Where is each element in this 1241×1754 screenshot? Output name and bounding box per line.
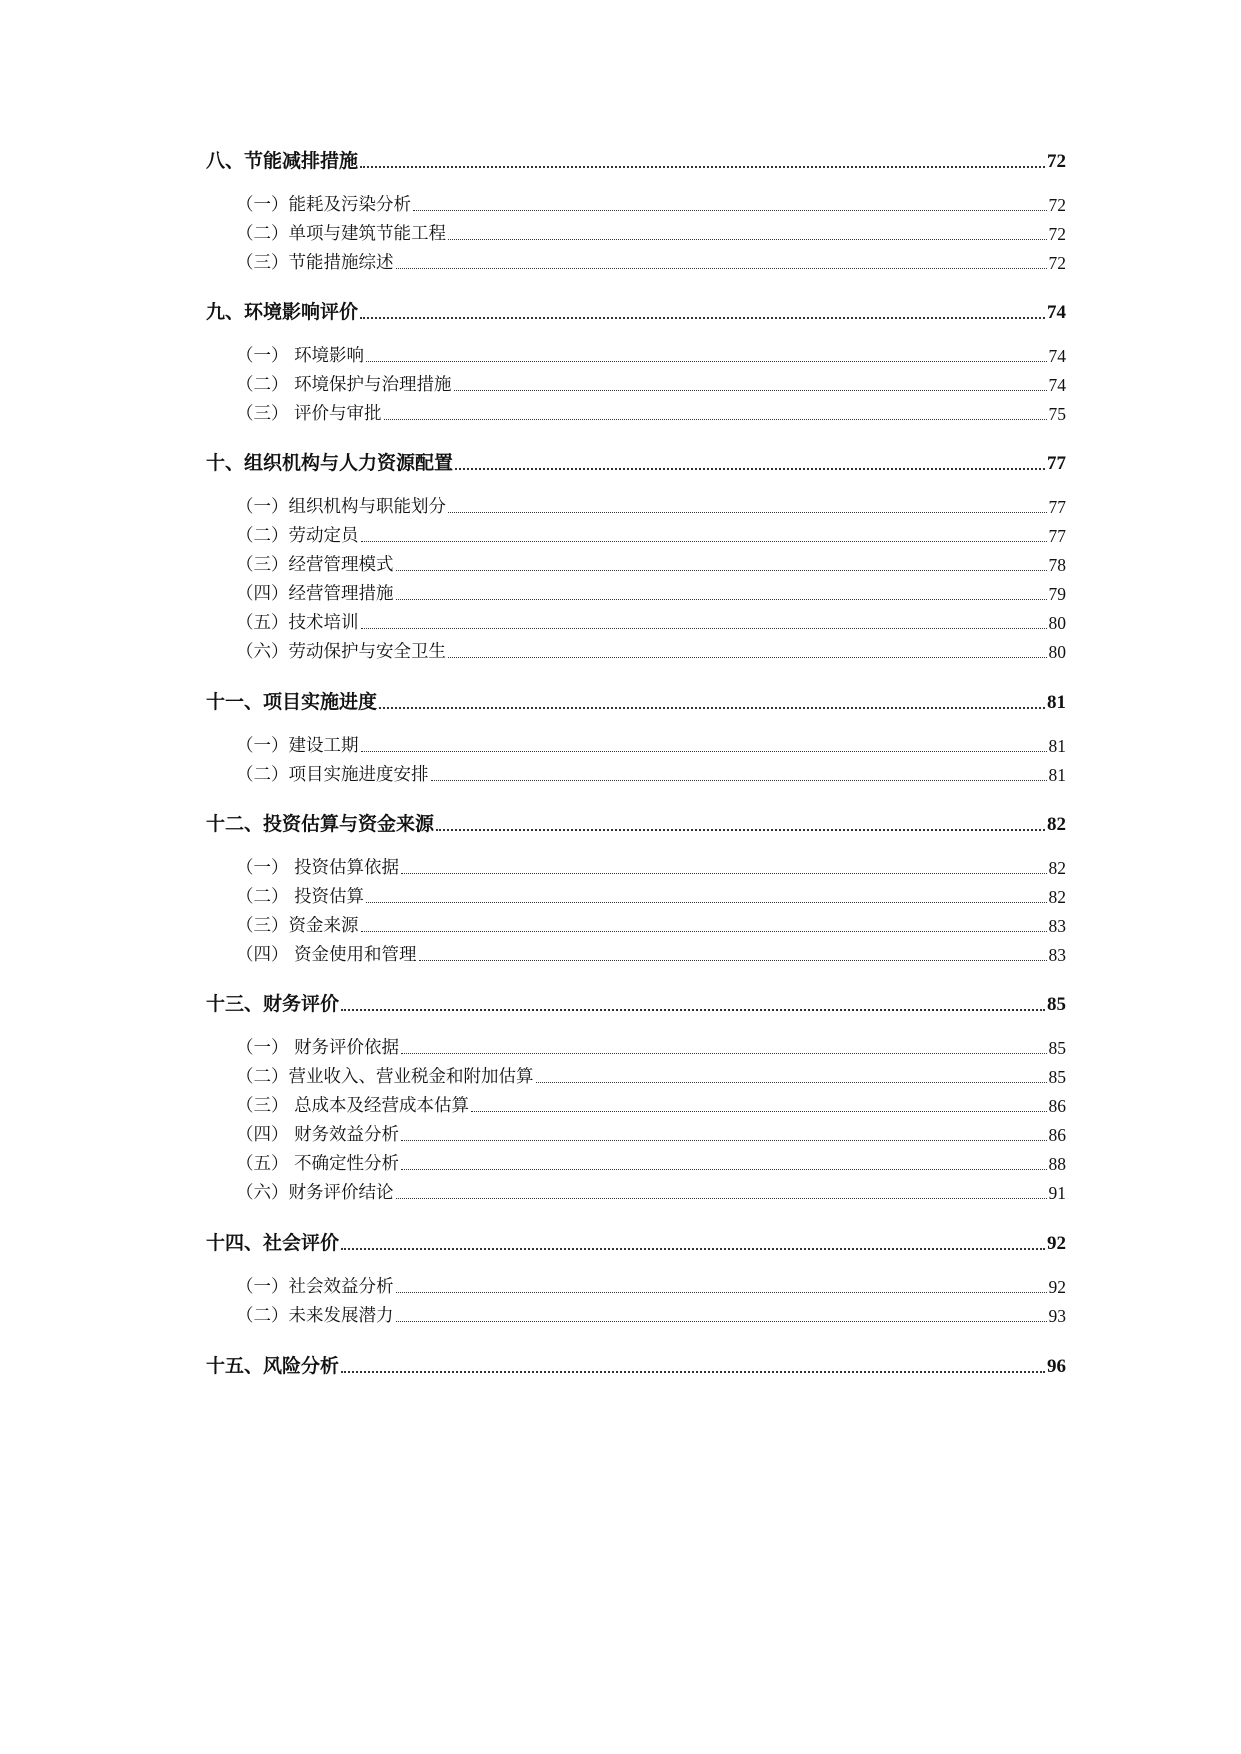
dot-leader: [431, 780, 1047, 781]
toc-page-number: 92: [1048, 1277, 1066, 1297]
toc-entry-title: 九、环境影响评价: [206, 301, 359, 323]
toc-section-entry[interactable]: [206, 882, 1066, 908]
toc-entry-title: 十二、投资估算与资金来源: [206, 813, 435, 835]
toc-section-entry[interactable]: [206, 1301, 1066, 1327]
toc-page-number: 91: [1048, 1183, 1066, 1203]
toc-entry-title: （一）建设工期: [236, 736, 359, 756]
toc-section-entry[interactable]: [206, 1091, 1066, 1117]
toc-entry-title: （三）经营管理模式: [236, 555, 394, 575]
dot-leader: [360, 317, 1045, 319]
toc-entry-title: 十五、风险分析: [206, 1355, 340, 1377]
dot-leader: [448, 512, 1047, 513]
toc-page-number: 74: [1048, 346, 1066, 366]
toc-chapter-entry[interactable]: [206, 808, 1066, 836]
toc-entry-title: （二）未来发展潜力: [236, 1306, 394, 1326]
dot-leader: [379, 707, 1045, 709]
toc-entry-title: （六）劳动保护与安全卫生: [236, 642, 446, 662]
dot-leader: [366, 902, 1046, 903]
toc-page-number: 72: [1048, 253, 1066, 273]
toc-page-number: 81: [1048, 736, 1066, 756]
toc-entry-title: （二）营业收入、营业税金和附加估算: [236, 1067, 534, 1087]
toc-chapter-entry[interactable]: [206, 988, 1066, 1016]
toc-entry-title: （一）社会效益分析: [236, 1277, 394, 1297]
toc-section-entry[interactable]: [206, 248, 1066, 274]
toc-page-number: 82: [1047, 814, 1066, 835]
toc-entry-title: （一） 环境影响: [236, 346, 365, 366]
toc-page-number: 74: [1047, 302, 1066, 323]
toc-page-number: 82: [1048, 858, 1066, 878]
toc-section-entry[interactable]: [206, 190, 1066, 216]
toc-entry-title: 十四、社会评价: [206, 1232, 340, 1254]
toc-section-entry[interactable]: [206, 1120, 1066, 1146]
toc-entry-title: （二）项目实施进度安排: [236, 765, 429, 785]
toc-entry-title: （四） 资金使用和管理: [236, 945, 417, 965]
toc-section-entry[interactable]: [206, 608, 1066, 634]
toc-page-number: 78: [1048, 555, 1066, 575]
dot-leader: [396, 599, 1047, 600]
toc-page-number: 72: [1048, 224, 1066, 244]
toc-page-number: 85: [1048, 1067, 1066, 1087]
toc-section-entry[interactable]: [206, 637, 1066, 663]
toc-entry-title: （三） 评价与审批: [236, 404, 382, 424]
toc-section-entry[interactable]: [206, 1033, 1066, 1059]
toc-page-number: 80: [1048, 642, 1066, 662]
toc-entry-title: （二）劳动定员: [236, 526, 359, 546]
toc-page-number: 80: [1048, 613, 1066, 633]
toc-section-entry[interactable]: [206, 853, 1066, 879]
toc-entry-title: （一） 投资估算依据: [236, 858, 400, 878]
toc-page-number: 93: [1048, 1306, 1066, 1326]
toc-entry-title: （五）技术培训: [236, 613, 359, 633]
toc-section-entry[interactable]: [206, 911, 1066, 937]
dot-leader: [361, 628, 1047, 629]
toc-chapter-entry[interactable]: [206, 145, 1066, 173]
toc-chapter-entry[interactable]: [206, 1227, 1066, 1255]
toc-entry-title: （一） 财务评价依据: [236, 1038, 400, 1058]
toc-section-entry[interactable]: [206, 219, 1066, 245]
dot-leader: [454, 390, 1047, 391]
dot-leader: [396, 1292, 1047, 1293]
toc-section-entry[interactable]: [206, 1149, 1066, 1175]
toc-section-entry[interactable]: [206, 521, 1066, 547]
dot-leader: [448, 657, 1047, 658]
toc-section-entry[interactable]: [206, 940, 1066, 966]
toc-page-number: 86: [1048, 1096, 1066, 1116]
toc-section-entry[interactable]: [206, 492, 1066, 518]
toc-section-entry[interactable]: [206, 399, 1066, 425]
toc-chapter-entry[interactable]: [206, 686, 1066, 714]
toc-page-number: 96: [1047, 1356, 1066, 1377]
table-of-contents: [206, 0, 1066, 1754]
toc-entry-title: （三） 总成本及经营成本估算: [236, 1096, 470, 1116]
toc-chapter-entry[interactable]: [206, 1350, 1066, 1378]
toc-chapter-entry[interactable]: [206, 296, 1066, 324]
toc-entry-title: （三）节能措施综述: [236, 253, 394, 273]
toc-page-number: 72: [1047, 151, 1066, 172]
dot-leader: [401, 1169, 1046, 1170]
toc-section-entry[interactable]: [206, 1178, 1066, 1204]
toc-page-number: 92: [1047, 1233, 1066, 1254]
toc-entry-title: （二） 环境保护与治理措施: [236, 375, 452, 395]
toc-section-entry[interactable]: [206, 341, 1066, 367]
dot-leader: [396, 1198, 1047, 1199]
dot-leader: [471, 1111, 1046, 1112]
toc-entry-title: （一）能耗及污染分析: [236, 195, 411, 215]
toc-section-entry[interactable]: [206, 550, 1066, 576]
toc-page-number: 77: [1047, 453, 1066, 474]
toc-page-number: 85: [1048, 1038, 1066, 1058]
toc-entry-title: （四）经营管理措施: [236, 584, 394, 604]
dot-leader: [413, 210, 1047, 211]
toc-page-number: 81: [1047, 692, 1066, 713]
toc-entry-title: （一）组织机构与职能划分: [236, 497, 446, 517]
dot-leader: [341, 1371, 1045, 1373]
toc-page-number: 88: [1048, 1154, 1066, 1174]
dot-leader: [396, 570, 1047, 571]
dot-leader: [396, 268, 1047, 269]
dot-leader: [361, 541, 1047, 542]
toc-page-number: 77: [1048, 497, 1066, 517]
dot-leader: [360, 166, 1045, 168]
toc-section-entry[interactable]: [206, 370, 1066, 396]
toc-page-number: 82: [1048, 887, 1066, 907]
toc-page-number: 72: [1048, 195, 1066, 215]
dot-leader: [366, 361, 1046, 362]
dot-leader: [384, 419, 1047, 420]
toc-section-entry[interactable]: [206, 731, 1066, 757]
dot-leader: [361, 751, 1047, 752]
toc-entry-title: （二） 投资估算: [236, 887, 365, 907]
toc-entry-title: 十一、项目实施进度: [206, 691, 378, 713]
toc-section-entry[interactable]: [206, 579, 1066, 605]
dot-leader: [455, 468, 1045, 470]
toc-entry-title: 八、节能减排措施: [206, 150, 359, 172]
toc-page-number: 86: [1048, 1125, 1066, 1145]
toc-entry-title: 十三、财务评价: [206, 993, 340, 1015]
toc-page-number: 77: [1048, 526, 1066, 546]
toc-page-number: 75: [1048, 404, 1066, 424]
toc-page-number: 79: [1048, 584, 1066, 604]
toc-section-entry[interactable]: [206, 1272, 1066, 1298]
dot-leader: [341, 1248, 1045, 1250]
toc-entry-title: （三）资金来源: [236, 916, 359, 936]
dot-leader: [436, 829, 1045, 831]
dot-leader: [536, 1082, 1047, 1083]
toc-chapter-entry[interactable]: [206, 447, 1066, 475]
dot-leader: [396, 1321, 1047, 1322]
toc-entry-title: （四） 财务效益分析: [236, 1125, 400, 1145]
toc-section-entry[interactable]: [206, 760, 1066, 786]
toc-section-entry[interactable]: [206, 1062, 1066, 1088]
toc-page-number: 85: [1047, 994, 1066, 1015]
dot-leader: [341, 1009, 1045, 1011]
dot-leader: [448, 239, 1047, 240]
dot-leader: [419, 960, 1047, 961]
dot-leader: [401, 873, 1046, 874]
toc-page-number: 83: [1048, 916, 1066, 936]
toc-page-number: 83: [1048, 945, 1066, 965]
dot-leader: [361, 931, 1047, 932]
toc-entry-title: 十、组织机构与人力资源配置: [206, 452, 454, 474]
dot-leader: [401, 1140, 1046, 1141]
dot-leader: [401, 1053, 1046, 1054]
toc-entry-title: （二）单项与建筑节能工程: [236, 224, 446, 244]
toc-entry-title: （五） 不确定性分析: [236, 1154, 400, 1174]
toc-entry-title: （六）财务评价结论: [236, 1183, 394, 1203]
toc-page-number: 74: [1048, 375, 1066, 395]
toc-page-number: 81: [1048, 765, 1066, 785]
